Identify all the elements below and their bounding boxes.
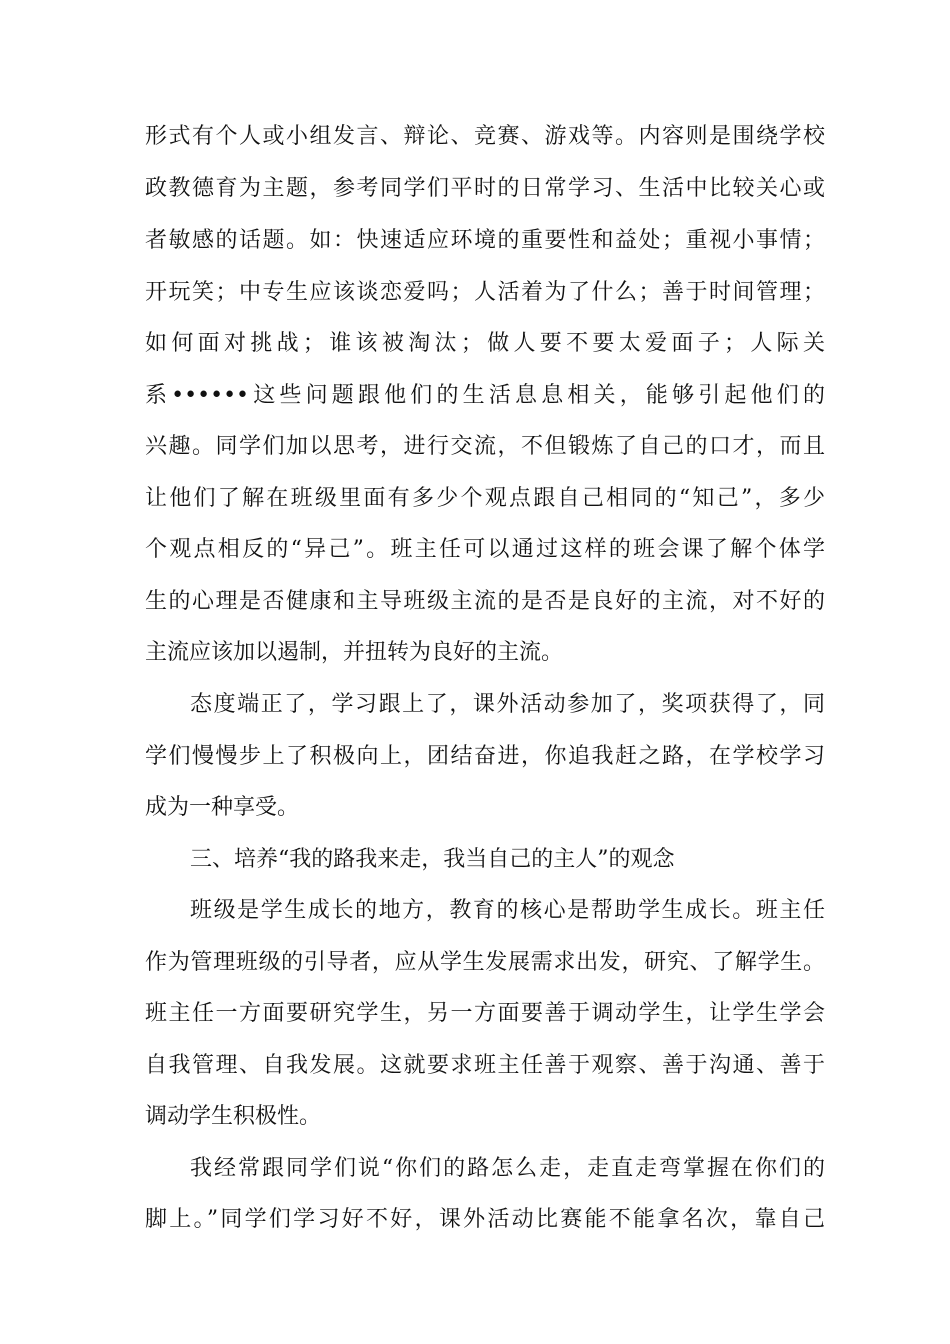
text-line: 脚上。”同学们学习好不好，课外活动比赛能不能拿名次，靠自己 xyxy=(145,1207,825,1232)
text-line: 政教德育为主题，参考同学们平时的日常学习、生活中比较关心或 xyxy=(145,176,825,201)
section-heading: 三、培养“我的路我来走，我当自己的主人”的观念 xyxy=(190,847,675,872)
text-line: 个观点相反的“异己”。班主任可以通过这样的班会课了解个体学 xyxy=(145,537,825,562)
text-line: 让他们了解在班级里面有多少个观点跟自己相同的“知己”，多少 xyxy=(145,486,825,511)
text-line: 班主任一方面要研究学生，另一方面要善于调动学生，让学生学会 xyxy=(145,1001,825,1026)
text-line: 系••••••这些问题跟他们的生活息息相关，能够引起他们的 xyxy=(145,383,825,408)
text-line: 调动学生积极性。 xyxy=(145,1104,322,1129)
paragraph-first-line: 态度端正了，学习跟上了，课外活动参加了，奖项获得了，同 xyxy=(190,692,825,717)
text-line: 自我管理、自我发展。这就要求班主任善于观察、善于沟通、善于 xyxy=(145,1053,825,1078)
paragraph-first-line: 我经常跟同学们说“你们的路怎么走，走直走弯掌握在你们的 xyxy=(190,1156,825,1181)
text-line: 成为一种享受。 xyxy=(145,795,300,820)
paragraph-first-line: 班级是学生成长的地方，教育的核心是帮助学生成长。班主任 xyxy=(190,898,825,923)
text-line: 主流应该加以遏制，并扭转为良好的主流。 xyxy=(145,640,564,665)
text-line: 开玩笑；中专生应该谈恋爱吗；人活着为了什么；善于时间管理； xyxy=(145,280,825,305)
text-line: 作为管理班级的引导者，应从学生发展需求出发，研究、了解学生。 xyxy=(145,950,825,975)
text-line: 者敏感的话题。如：快速适应环境的重要性和益处；重视小事情； xyxy=(145,228,825,253)
text-line: 如何面对挑战；谁该被淘汰；做人要不要太爱面子；人际关 xyxy=(145,331,825,356)
text-line: 学们慢慢步上了积极向上，团结奋进，你追我赶之路，在学校学习 xyxy=(145,744,825,769)
text-line: 兴趣。同学们加以思考，进行交流，不但锻炼了自己的口才，而且 xyxy=(145,434,825,459)
text-line: 生的心理是否健康和主导班级主流的是否是良好的主流，对不好的 xyxy=(145,589,825,614)
text-line: 形式有个人或小组发言、辩论、竞赛、游戏等。内容则是围绕学校 xyxy=(145,124,825,149)
